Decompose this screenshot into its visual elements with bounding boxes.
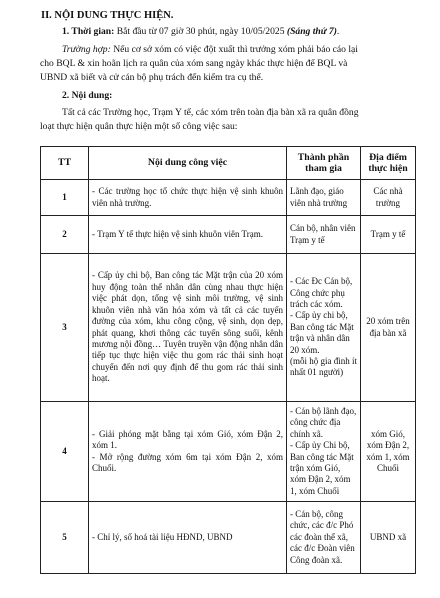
row-location: Trạm y tế [361, 216, 416, 254]
row-participants: Lãnh đạo, giáo viên nhà trường [287, 180, 361, 216]
time-line [62, 26, 339, 39]
exception-text-1: Nếu cơ sở xóm có việc đột xuất thì trưởng xóm phải báo cáo lại [110, 44, 358, 55]
header-participants: Thành phần tham gia [287, 147, 361, 180]
row-number: 5 [41, 502, 89, 574]
row-work: - Trạm Y tế thực hiện vệ sinh khuôn viên Trạm. [89, 216, 287, 254]
row-location: Các nhà trường [361, 180, 416, 216]
row-number: 4 [41, 402, 89, 502]
header-location: Địa điểm thực hiện [361, 147, 416, 180]
table-row [41, 254, 416, 402]
exception-label: Trường hợp: [62, 44, 111, 55]
row-work: - Giải phóng mặt bằng tại xóm Gió, xóm Đận 2, xóm 1. - Mở rộng đường xóm 6m tại xóm Đận 2, xóm Chuối. [89, 402, 287, 502]
table-header-row [41, 147, 416, 180]
row-participants: - Các Đc Cán bộ, Công chức phụ trách các xóm. - Cấp ủy chi bộ, Ban công tác Mặt trận và nhân dân 20 xóm. (mỗi hộ gia đình ít nhất 01 người) [287, 254, 361, 402]
row-location: UBND xã [361, 502, 416, 574]
row-participants: - Cán bộ lãnh đạo, công chức địa chính xã. - Cấp ủy Chi bộ, Ban công tác Mặt trận xóm Gió, xóm Đận 2, xóm 1, xóm Chuối [287, 402, 361, 502]
time-text: Bắt đầu từ 07 giờ 30 phút, ngày 10/05/2025 [114, 26, 287, 37]
header-work: Nội dung công việc [89, 147, 287, 180]
row-number: 3 [41, 254, 89, 402]
content-line-1: Tất cả các Trường học, Trạm Y tế, các xóm trên toàn địa bàn xã ra quân đồng [62, 107, 359, 118]
exception-line-3: UBND xã biết và cử cán bộ phụ trách đến kiểm tra cụ thể. [40, 72, 264, 83]
task-table [40, 146, 416, 574]
time-label: 1. Thời gian: [62, 26, 115, 37]
row-number: 1 [41, 180, 89, 216]
section-heading: II. NỘI DUNG THỰC HIỆN. [41, 10, 174, 21]
time-day: (Sáng thứ 7) [286, 26, 337, 37]
exception-line-2: cho BQL & xin hoãn lịch ra quân của xóm sang ngày khác thực hiện để BQL và [40, 58, 348, 69]
row-work: - Chỉ lý, số hoá tài liệu HĐND, UBND [89, 502, 287, 574]
row-location: 20 xóm trên địa bàn xã [361, 254, 416, 402]
table-row [41, 502, 416, 574]
header-tt: TT [41, 147, 89, 180]
table-row [41, 216, 416, 254]
row-location: xóm Gió, xóm Đận 2, xóm 1, xóm Chuối [361, 402, 416, 502]
content-line-2: loạt thực hiện quân thực hiện một số công việc sau: [40, 121, 238, 132]
table-row [41, 402, 416, 502]
time-tail: . [336, 26, 340, 37]
row-work: - Cấp ủy chi bộ, Ban công tác Mặt trận của 20 xóm huy động toàn thể nhân dân cùng nhau thực hiện việc phát dọn, tổng vệ sinh môi trường, vệ sinh khuôn viên nhà văn hóa xóm và tất cả các tuyến đường của xóm, khu công cộng, vệ sinh, dọn dẹp, phát quang, khơi thông các tuyến sông suối, kênh mương nội đồng… Tuyên truyền vận động nhân dân tiếp tục thực hiện việc thu gom rác thải sinh hoạt chuyển đến nơi quy định để thu gom rác thải sinh hoạt. [89, 254, 287, 402]
exception-line-1 [62, 44, 358, 57]
row-number: 2 [41, 216, 89, 254]
row-work: - Các trường học tổ chức thực hiện vệ sinh khuôn viên nhà trường. [89, 180, 287, 216]
content-label: 2. Nội dung: [62, 90, 113, 101]
row-participants: Cán bộ, nhân viên Trạm y tế [287, 216, 361, 254]
table-row [41, 180, 416, 216]
row-participants: - Cán bộ, công chức, các đ/c Phó các đoàn thể xã, các đ/c Đoàn viên Công đoàn xã. [287, 502, 361, 574]
